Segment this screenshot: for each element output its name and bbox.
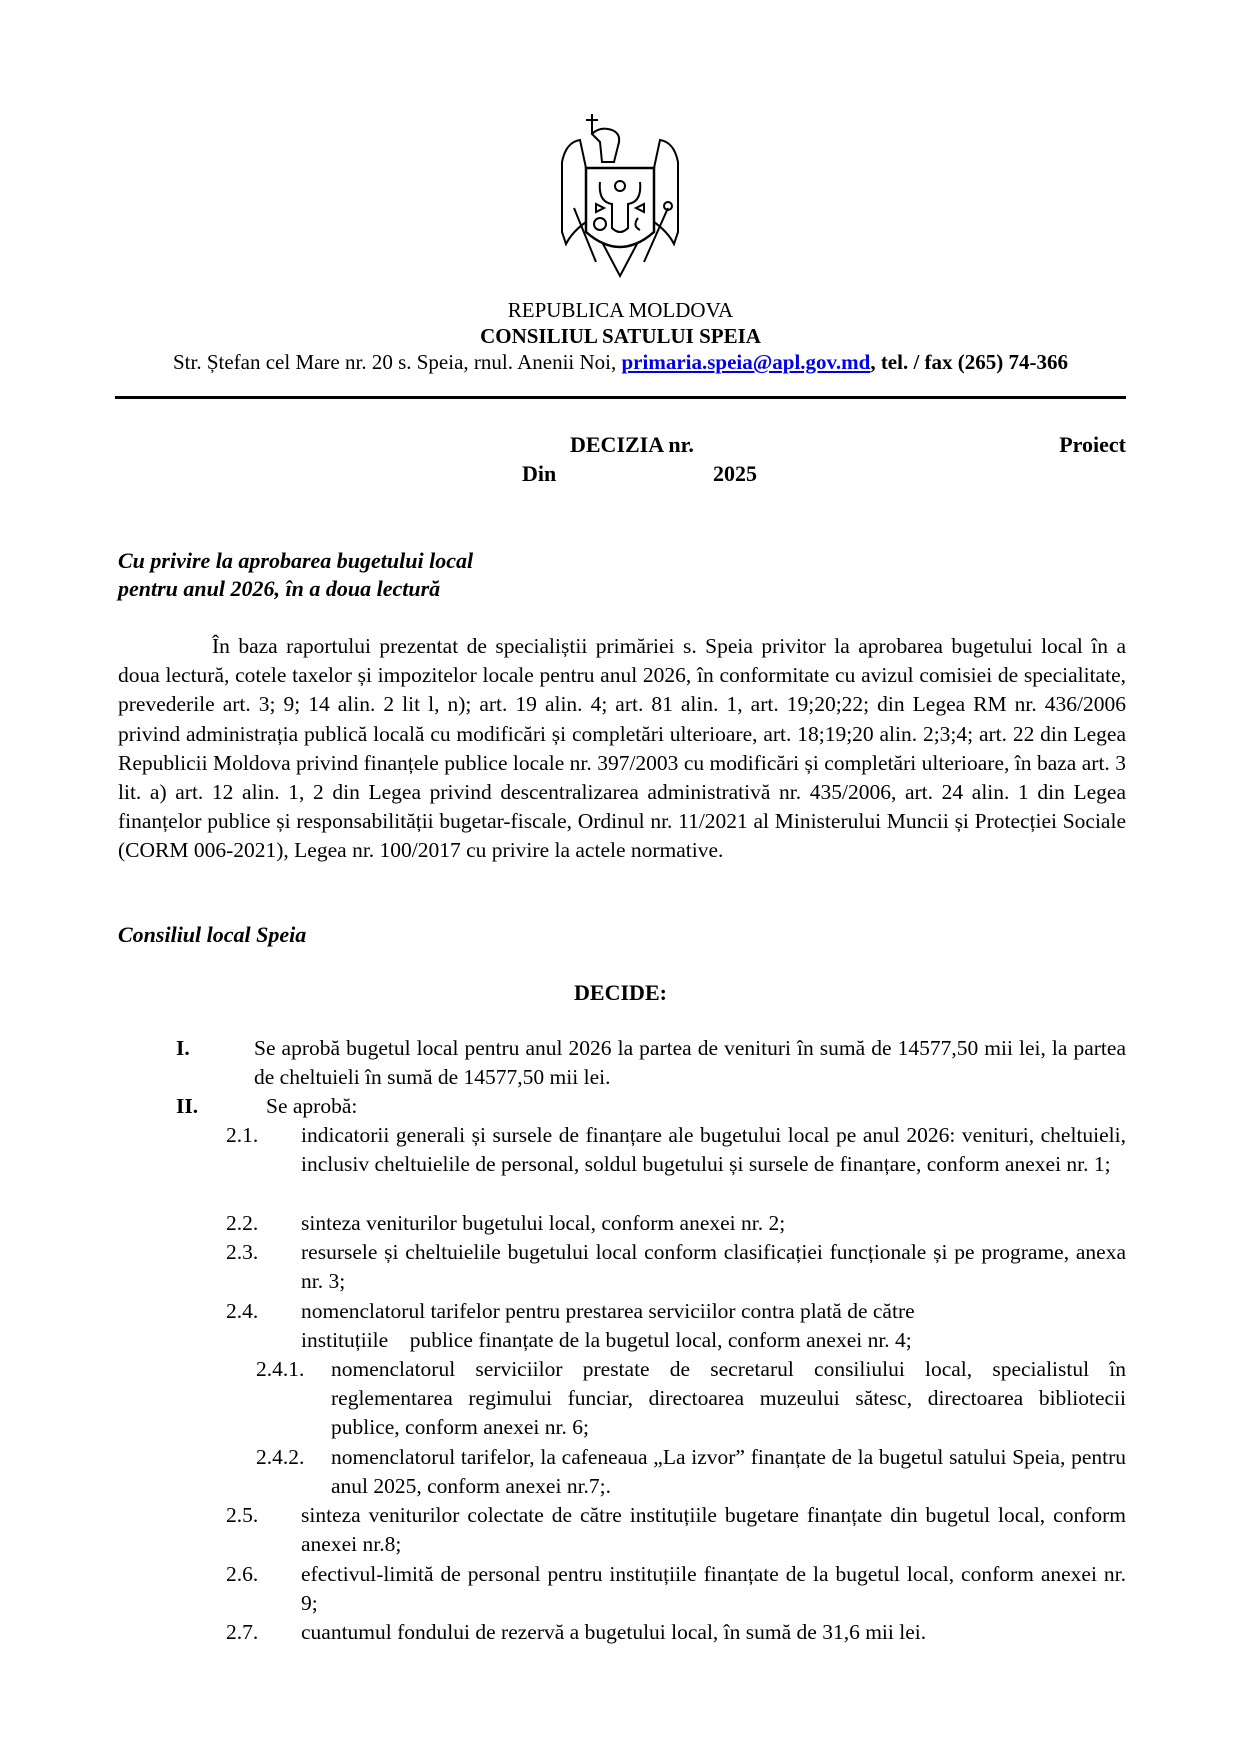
subject-line-2: pentru anul 2026, în a doua lectură (118, 576, 441, 601)
email-link[interactable]: primaria.speia@apl.gov.md (621, 350, 871, 374)
article-text: Se aprobă bugetul local pentru anul 2026 la partea de venituri în sumă de 14577,50 mii lei, la partea de cheltuieli în sumă de 14577,50 mii lei. (254, 1036, 1126, 1090)
subitem-text: nomenclatorul tarifelor, la cafeneaua „La izvor” finanțate de la bugetul satului Speia, pentru anul 2025, conform anexei nr.7;. (331, 1445, 1126, 1499)
council-name: CONSILIUL SATULUI SPEIA (480, 324, 761, 348)
draft-label: Proiect (1059, 432, 1126, 457)
subitem-number: 2.5. (226, 1503, 259, 1527)
subitem-number: 2.4.2. (256, 1445, 305, 1469)
subitem-number: 2.4.1. (256, 1357, 305, 1381)
decide-heading: DECIDE: (574, 980, 667, 1005)
decision-title: DECIZIA nr. (570, 432, 694, 457)
subitem-text: sinteza veniturilor colectate de către instituțiile bugetare finanțate din bugetul local, conform anexei nr.8; (301, 1503, 1126, 1557)
subitem-number: 2.6. (226, 1562, 259, 1586)
decision-date-label: Din (522, 461, 557, 486)
article-number: I. (176, 1036, 190, 1060)
preamble-paragraph: În baza raportului prezentat de specialiștii primăriei s. Speia privitor la aprobarea bugetului local în a doua lectură, cotele taxelor și impozitelor locale pentru anul 2026, în conformitate cu avizul comisiei de specialitate, prevederile art. 3; 9; 14 alin. 2 lit l, n); art. 19 alin. 4; art. 81 alin. 1, art. 19;20;22; din Legea RM nr. 436/2006 privind administrația publică locală cu modificări și completări ulterioare, art. 18;19;20 alin. 2;3;4; art. 22 din Legea Republicii Moldova privind finanțele publice locale nr. 397/2003 cu modificări și completări ulterioare, în baza art. 3 lit. a) art. 12 alin. 1, 2 din Legea privind descentralizarea administrativă nr. 435/2006, art. 24 alin. 1 din Legea finanțelor publice și responsabilității bugetar-fiscale, Ordinul nr. 11/2021 al Ministerului Muncii și Protecției Sociale (CORM 006-2021), Legea nr. 100/2017 cu privire la actele normative. (118, 634, 1126, 863)
decision-year: 2025 (713, 461, 757, 486)
article-number: II. (176, 1094, 199, 1118)
subitem-text: efectivul-limită de personal pentru instituțiile finanțate de la bugetul local, conform anexei nr. 9; (301, 1562, 1126, 1616)
subitem-text: cuantumul fondului de rezervă a bugetului local, în sumă de 31,6 mii lei. (301, 1620, 927, 1644)
phone-fax: , tel. / fax (265) 74-366 (870, 350, 1069, 374)
subitem-text: resursele și cheltuielile bugetului local conform clasificației funcționale și pe programe, anexa nr. 3; (301, 1240, 1126, 1294)
address: Str. Ștefan cel Mare nr. 20 s. Speia, rnul. Anenii Noi, (172, 350, 622, 374)
subitem-text: nomenclatorul serviciilor prestate de secretarul consiliului local, specialistul în reglementarea regimului funciar, directoarea muzeului sătesc, directoarea bibliotecii publice, conform anexei nr. 6; (331, 1357, 1126, 1440)
subitem-text: indicatorii generali și sursele de finanțare ale bugetului local pe anul 2026: venituri, cheltuieli, inclusiv cheltuielile de personal, soldul bugetului și sursele de finanțare, conform anexei nr. 1; (301, 1123, 1126, 1177)
subitem-text: nomenclatorul tarifelor pentru prestarea serviciilor contra plată de către (301, 1299, 915, 1323)
subitem-number: 2.7. (226, 1620, 259, 1644)
contact-line (0, 349, 1241, 375)
subitem-text: instituțiile publice finanțate de la bugetul local, conform anexei nr. 4; (301, 1328, 912, 1352)
article-text: Se aprobă: (266, 1094, 358, 1118)
subitem-number: 2.1. (226, 1123, 259, 1147)
subitem-number: 2.2. (226, 1211, 259, 1235)
subject-line-1: Cu privire la aprobarea bugetului local (118, 548, 474, 573)
header-divider (115, 396, 1126, 399)
council-label: Consiliul local Speia (118, 922, 307, 947)
decision-subject (118, 547, 473, 603)
subitem-number: 2.4. (226, 1299, 259, 1323)
subitem-text: sinteza veniturilor bugetului local, conform anexei nr. 2; (301, 1211, 786, 1235)
country-name: REPUBLICA MOLDOVA (507, 298, 734, 322)
subitem-number: 2.3. (226, 1240, 259, 1264)
moldova-coat-of-arms-icon (552, 112, 688, 280)
